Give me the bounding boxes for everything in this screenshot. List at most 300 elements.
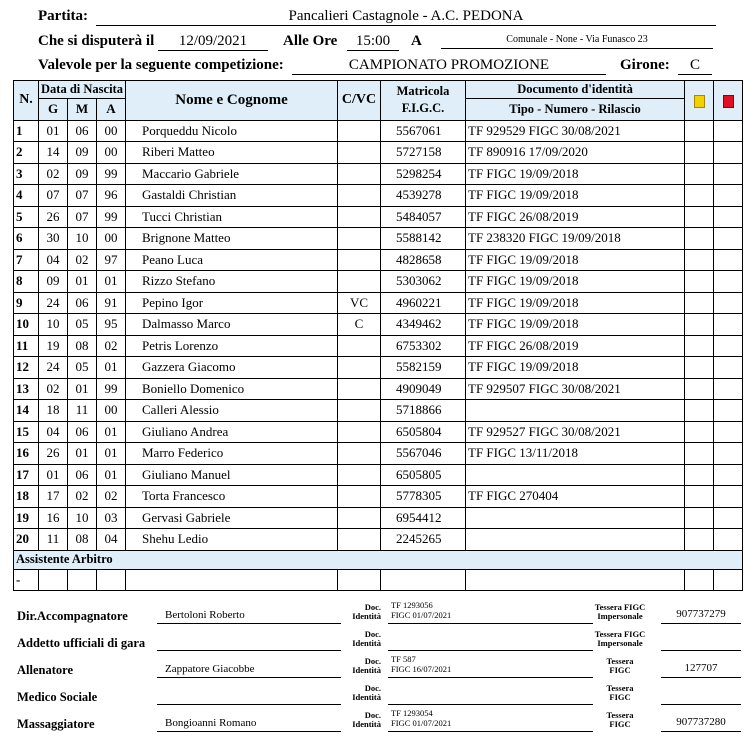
yellow-card-cell — [685, 249, 714, 271]
matricola: 5567061 — [381, 120, 466, 142]
player-number: 20 — [14, 529, 39, 551]
table-row — [14, 464, 743, 486]
birth-day: 16 — [39, 507, 68, 529]
red-card-cell — [714, 314, 743, 336]
matricola: 4539278 — [381, 185, 466, 207]
date-label: Che si disputerà il — [38, 33, 155, 49]
birth-day: 26 — [39, 206, 68, 228]
yellow-card-cell — [685, 464, 714, 486]
staff-name: Bongioanni Romano — [157, 715, 341, 732]
yellow-card-cell — [685, 357, 714, 379]
staff-name — [157, 634, 341, 651]
birth-year: 02 — [97, 486, 126, 508]
matricola: 5303062 — [381, 271, 466, 293]
staff-card-label-line2: FIGC — [609, 719, 631, 729]
match-label: Partita: — [38, 8, 88, 24]
staff-card-label — [585, 630, 655, 648]
staff-doc-label — [337, 657, 381, 675]
player-number: 19 — [14, 507, 39, 529]
staff-doc-label — [337, 711, 381, 729]
birth-month: 08 — [68, 335, 97, 357]
player-name: Calleri Alessio — [126, 400, 338, 422]
staff-card-label-line2: FIGC — [609, 665, 631, 675]
captain-mark — [338, 206, 381, 228]
red-card-cell — [714, 421, 743, 443]
date-value: 12/09/2021 — [158, 33, 268, 51]
red-card-cell — [714, 249, 743, 271]
staff-document-line2: FIGC 01/07/2021 — [391, 717, 452, 728]
at-label: A — [411, 33, 422, 49]
table-row — [14, 249, 743, 271]
birth-year: 01 — [97, 357, 126, 379]
player-number: 2 — [14, 142, 39, 164]
yellow-card-icon — [694, 95, 705, 108]
col-day-header: G — [39, 99, 68, 121]
birth-month: 06 — [68, 421, 97, 443]
assistant-cell — [338, 569, 381, 591]
birth-year: 99 — [97, 378, 126, 400]
identity-document — [466, 400, 685, 422]
red-card-cell — [714, 292, 743, 314]
birth-year: 97 — [97, 249, 126, 271]
player-number: 6 — [14, 228, 39, 250]
birth-day: 09 — [39, 271, 68, 293]
captain-mark — [338, 400, 381, 422]
staff-card-label — [585, 711, 655, 729]
birth-year: 01 — [97, 464, 126, 486]
staff-doc-label — [337, 630, 381, 648]
identity-document: TF 890916 17/09/2020 — [466, 142, 685, 164]
birth-day: 18 — [39, 400, 68, 422]
red-card-cell — [714, 443, 743, 465]
red-card-cell — [714, 529, 743, 551]
birth-month: 09 — [68, 163, 97, 185]
red-card-cell — [714, 335, 743, 357]
competition-label: Valevole per la seguente competizione: — [38, 57, 284, 73]
yellow-card-cell — [685, 163, 714, 185]
table-row — [14, 163, 743, 185]
table-row — [14, 400, 743, 422]
staff-card-label-line1: Tessera — [606, 683, 634, 693]
staff-document — [388, 628, 593, 651]
staff-document-line1: TF 1293054 — [391, 708, 433, 718]
player-name: Porqueddu Nicolo — [126, 120, 338, 142]
venue-value: Comunale - None - Via Funasco 23 — [441, 31, 713, 49]
match-header — [0, 0, 756, 80]
birth-year: 00 — [97, 400, 126, 422]
col-month-header: M — [68, 99, 97, 121]
player-name: Gervasi Gabriele — [126, 507, 338, 529]
identity-document: TF FIGC 19/09/2018 — [466, 185, 685, 207]
player-number: 18 — [14, 486, 39, 508]
captain-mark — [338, 163, 381, 185]
staff-row — [13, 628, 743, 656]
matricola: 5718866 — [381, 400, 466, 422]
birth-day: 24 — [39, 357, 68, 379]
red-card-cell — [714, 486, 743, 508]
player-name: Peano Luca — [126, 249, 338, 271]
staff-card-number — [661, 686, 741, 705]
staff-doc-label-line1: Doc. — [364, 629, 381, 639]
staff-document — [388, 709, 593, 732]
competition-value: CAMPIONATO PROMOZIONE — [292, 57, 606, 75]
player-number: 5 — [14, 206, 39, 228]
staff-card-label-line2: FIGC — [609, 692, 631, 702]
staff-card-label-line2: Impersonale — [597, 638, 643, 648]
yellow-card-cell — [685, 443, 714, 465]
col-matricola-header-line1: Matricola — [396, 84, 450, 99]
assistant-cell — [68, 569, 97, 591]
birth-year: 96 — [97, 185, 126, 207]
assistant-cell — [39, 569, 68, 591]
table-row — [14, 142, 743, 164]
yellow-card-cell — [685, 206, 714, 228]
yellow-card-cell — [685, 335, 714, 357]
matricola: 5727158 — [381, 142, 466, 164]
assistant-cell — [466, 569, 685, 591]
matricola: 6505804 — [381, 421, 466, 443]
birth-month: 02 — [68, 486, 97, 508]
table-row — [14, 185, 743, 207]
red-card-cell — [714, 185, 743, 207]
matricola: 5778305 — [381, 486, 466, 508]
col-document-subheader: Tipo - Numero - Rilascio — [466, 99, 685, 121]
matricola: 6505805 — [381, 464, 466, 486]
birth-year: 02 — [97, 335, 126, 357]
birth-month: 11 — [68, 400, 97, 422]
identity-document: TF FIGC 19/09/2018 — [466, 357, 685, 379]
staff-card-label-line1: Tessera FIGC — [594, 602, 646, 612]
captain-mark — [338, 486, 381, 508]
birth-month: 05 — [68, 357, 97, 379]
birth-year: 00 — [97, 120, 126, 142]
red-card-cell — [714, 120, 743, 142]
identity-document: TF FIGC 19/09/2018 — [466, 249, 685, 271]
identity-document: TF FIGC 26/08/2019 — [466, 335, 685, 357]
player-number: 11 — [14, 335, 39, 357]
birth-month: 10 — [68, 507, 97, 529]
birth-day: 01 — [39, 120, 68, 142]
col-matricola-header — [381, 81, 466, 121]
birth-day: 02 — [39, 378, 68, 400]
birth-month: 07 — [68, 185, 97, 207]
col-year-header: A — [97, 99, 126, 121]
captain-mark — [338, 249, 381, 271]
birth-year: 99 — [97, 206, 126, 228]
table-row — [14, 314, 743, 336]
assistant-cell — [381, 569, 466, 591]
yellow-card-cell — [685, 271, 714, 293]
player-name: Pepino Igor — [126, 292, 338, 314]
birth-day: 01 — [39, 464, 68, 486]
red-card-cell — [714, 378, 743, 400]
birth-day: 11 — [39, 529, 68, 551]
staff-name — [157, 688, 341, 705]
staff-card-number: 907737279 — [661, 605, 741, 624]
staff-doc-label — [337, 603, 381, 621]
table-row — [14, 421, 743, 443]
yellow-card-cell — [685, 292, 714, 314]
table-row — [14, 357, 743, 379]
table-row — [14, 206, 743, 228]
table-row — [14, 292, 743, 314]
assistant-referee-label: Assistente Arbitro — [14, 550, 743, 569]
staff-name: Zappatore Giacobbe — [157, 661, 341, 678]
staff-card-label — [585, 603, 655, 621]
yellow-card-cell — [685, 378, 714, 400]
staff-card-number — [661, 632, 741, 651]
birth-year: 99 — [97, 163, 126, 185]
identity-document: TF 929529 FIGC 30/08/2021 — [466, 120, 685, 142]
captain-mark: VC — [338, 292, 381, 314]
yellow-card-cell — [685, 421, 714, 443]
table-row — [14, 529, 743, 551]
birth-month: 10 — [68, 228, 97, 250]
staff-doc-label-line1: Doc. — [364, 602, 381, 612]
assistant-cell — [126, 569, 338, 591]
captain-mark — [338, 120, 381, 142]
staff-row — [13, 601, 743, 629]
staff-role-label: Dir.Accompagnatore — [17, 609, 128, 623]
birth-day: 04 — [39, 421, 68, 443]
table-header-row-1 — [14, 81, 743, 99]
assistant-cell — [714, 569, 743, 591]
assistant-cell — [97, 569, 126, 591]
player-number: 14 — [14, 400, 39, 422]
player-number: 7 — [14, 249, 39, 271]
player-name: Gastaldi Christian — [126, 185, 338, 207]
player-name: Tucci Christian — [126, 206, 338, 228]
group-value: C — [678, 57, 712, 75]
birth-year: 95 — [97, 314, 126, 336]
col-name-header: Nome e Cognome — [126, 81, 338, 121]
col-document-header: Documento d'identità — [466, 81, 685, 99]
match-value: Pancalieri Castagnole - A.C. PEDONA — [96, 8, 716, 26]
staff-doc-label-line1: Doc. — [364, 710, 381, 720]
red-card-header — [714, 81, 743, 121]
staff-doc-label-line2: Identità — [352, 719, 381, 729]
yellow-card-cell — [685, 400, 714, 422]
player-name: Gazzera Giacomo — [126, 357, 338, 379]
table-row — [14, 443, 743, 465]
birth-day: 26 — [39, 443, 68, 465]
red-card-cell — [714, 163, 743, 185]
birth-day: 02 — [39, 163, 68, 185]
staff-doc-label-line2: Identità — [352, 638, 381, 648]
yellow-card-cell — [685, 185, 714, 207]
staff-doc-label-line2: Identità — [352, 611, 381, 621]
red-card-cell — [714, 142, 743, 164]
player-name: Dalmasso Marco — [126, 314, 338, 336]
staff-card-label-line1: Tessera — [606, 710, 634, 720]
identity-document: TF FIGC 19/09/2018 — [466, 314, 685, 336]
birth-year: 01 — [97, 271, 126, 293]
birth-year: 04 — [97, 529, 126, 551]
player-name: Torta Francesco — [126, 486, 338, 508]
player-name: Riberi Matteo — [126, 142, 338, 164]
staff-doc-label-line1: Doc. — [364, 656, 381, 666]
matricola: 4828658 — [381, 249, 466, 271]
assistant-header-row — [14, 550, 743, 569]
birth-month: 06 — [68, 292, 97, 314]
identity-document: TF FIGC 19/09/2018 — [466, 271, 685, 293]
staff-card-number: 907737280 — [661, 713, 741, 732]
staff-name: Bertoloni Roberto — [157, 607, 341, 624]
captain-mark — [338, 378, 381, 400]
staff-document-line1: TF 587 — [391, 654, 416, 664]
birth-month: 07 — [68, 206, 97, 228]
yellow-card-cell — [685, 228, 714, 250]
birth-day: 19 — [39, 335, 68, 357]
identity-document: TF 929507 FIGC 30/08/2021 — [466, 378, 685, 400]
red-card-cell — [714, 271, 743, 293]
table-row — [14, 228, 743, 250]
player-number: 15 — [14, 421, 39, 443]
birth-day: 14 — [39, 142, 68, 164]
yellow-card-header — [685, 81, 714, 121]
matricola: 5484057 — [381, 206, 466, 228]
staff-doc-label-line2: Identità — [352, 692, 381, 702]
staff-card-number: 127707 — [661, 659, 741, 678]
player-name: Rizzo Stefano — [126, 271, 338, 293]
player-number: 16 — [14, 443, 39, 465]
captain-mark — [338, 464, 381, 486]
birth-year: 03 — [97, 507, 126, 529]
assistant-cell — [685, 569, 714, 591]
birth-month: 08 — [68, 529, 97, 551]
col-matricola-header-line2: F.I.G.C. — [401, 101, 445, 116]
captain-mark — [338, 529, 381, 551]
table-row — [14, 378, 743, 400]
staff-role-label: Massaggiatore — [17, 717, 95, 731]
captain-mark — [338, 228, 381, 250]
players-table — [13, 80, 743, 591]
staff-role-label: Addetto ufficiali di gara — [17, 636, 146, 650]
birth-month: 06 — [68, 464, 97, 486]
matricola: 4909049 — [381, 378, 466, 400]
identity-document — [466, 529, 685, 551]
birth-day: 24 — [39, 292, 68, 314]
player-name: Giuliano Andrea — [126, 421, 338, 443]
yellow-card-cell — [685, 486, 714, 508]
red-card-cell — [714, 357, 743, 379]
red-card-cell — [714, 507, 743, 529]
staff-card-label-line1: Tessera FIGC — [594, 629, 646, 639]
red-card-icon — [723, 95, 734, 108]
birth-year: 01 — [97, 421, 126, 443]
staff-doc-label-line2: Identità — [352, 665, 381, 675]
birth-day: 17 — [39, 486, 68, 508]
birth-month: 06 — [68, 120, 97, 142]
red-card-cell — [714, 228, 743, 250]
identity-document: TF FIGC 19/09/2018 — [466, 292, 685, 314]
table-row — [14, 271, 743, 293]
col-number-header: N. — [14, 81, 39, 121]
captain-mark — [338, 335, 381, 357]
staff-document — [388, 601, 593, 624]
staff-document-line2: FIGC 16/07/2021 — [391, 663, 452, 674]
birth-month: 01 — [68, 271, 97, 293]
table-row — [14, 486, 743, 508]
col-birthdate-header: Data di Nascita — [39, 81, 126, 99]
birth-day: 04 — [39, 249, 68, 271]
player-name: Maccario Gabriele — [126, 163, 338, 185]
identity-document: TF FIGC 19/09/2018 — [466, 163, 685, 185]
yellow-card-cell — [685, 142, 714, 164]
player-number: 10 — [14, 314, 39, 336]
red-card-cell — [714, 464, 743, 486]
player-number: 17 — [14, 464, 39, 486]
matricola: 5588142 — [381, 228, 466, 250]
staff-card-label-line2: Impersonale — [597, 611, 643, 621]
birth-day: 30 — [39, 228, 68, 250]
matricola: 2245265 — [381, 529, 466, 551]
birth-month: 09 — [68, 142, 97, 164]
red-card-cell — [714, 206, 743, 228]
matricola: 6753302 — [381, 335, 466, 357]
birth-month: 02 — [68, 249, 97, 271]
player-name: Brignone Matteo — [126, 228, 338, 250]
staff-role-label: Allenatore — [17, 663, 74, 677]
player-number: 9 — [14, 292, 39, 314]
yellow-card-cell — [685, 314, 714, 336]
player-number: 13 — [14, 378, 39, 400]
staff-document — [388, 655, 593, 678]
captain-mark — [338, 507, 381, 529]
birth-month: 05 — [68, 314, 97, 336]
matricola: 6954412 — [381, 507, 466, 529]
identity-document — [466, 507, 685, 529]
birth-day: 10 — [39, 314, 68, 336]
staff-doc-label — [337, 684, 381, 702]
identity-document: TF FIGC 270404 — [466, 486, 685, 508]
captain-mark — [338, 443, 381, 465]
staff-role-label: Medico Sociale — [17, 690, 98, 704]
time-label: Alle Ore — [283, 33, 338, 49]
assistant-row — [14, 569, 743, 591]
group-label: Girone: — [620, 57, 670, 73]
yellow-card-cell — [685, 529, 714, 551]
matricola: 4349462 — [381, 314, 466, 336]
staff-card-label — [585, 684, 655, 702]
time-value: 15:00 — [347, 33, 399, 51]
player-name: Petris Lorenzo — [126, 335, 338, 357]
staff-document — [388, 682, 593, 705]
player-number: 4 — [14, 185, 39, 207]
staff-document-line1: TF 1293056 — [391, 600, 433, 610]
identity-document: TF 929527 FIGC 30/08/2021 — [466, 421, 685, 443]
staff-document-line2: FIGC 01/07/2021 — [391, 609, 452, 620]
identity-document: TF FIGC 26/08/2019 — [466, 206, 685, 228]
staff-row — [13, 682, 743, 710]
staff-card-label — [585, 657, 655, 675]
staff-row — [13, 655, 743, 683]
matricola: 5567046 — [381, 443, 466, 465]
birth-month: 01 — [68, 443, 97, 465]
staff-doc-label-line1: Doc. — [364, 683, 381, 693]
red-card-cell — [714, 400, 743, 422]
birth-month: 01 — [68, 378, 97, 400]
identity-document: TF FIGC 13/11/2018 — [466, 443, 685, 465]
matricola: 4960221 — [381, 292, 466, 314]
player-name: Marro Federico — [126, 443, 338, 465]
captain-mark — [338, 142, 381, 164]
staff-row — [13, 709, 743, 737]
player-number: 8 — [14, 271, 39, 293]
captain-mark — [338, 185, 381, 207]
captain-mark — [338, 357, 381, 379]
identity-document — [466, 464, 685, 486]
